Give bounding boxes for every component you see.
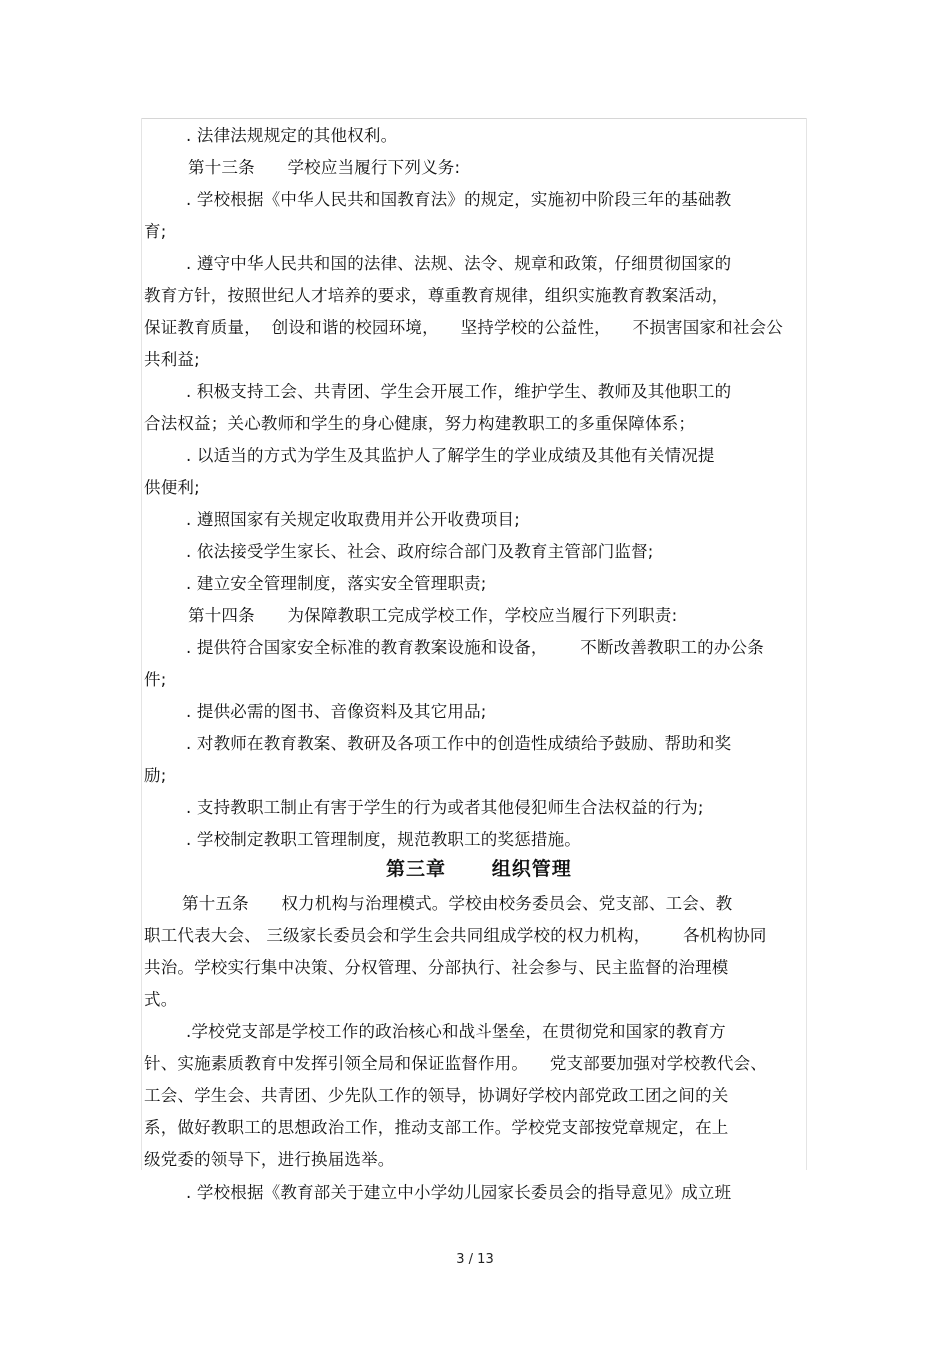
page-number: 3 / 13: [456, 1252, 494, 1267]
text-line: . 以适当的方式为学生及其监护人了解学生的学业成绩及其他有关情况提: [186, 446, 715, 465]
text-line: 级党委的领导下，进行换届选举。: [144, 1150, 395, 1169]
article-14-heading: 第十四条 为保障教职工完成学校工作，学校应当履行下列职责:: [188, 606, 678, 625]
text-line: . 提供符合国家安全标准的教育教案设施和设备， 不断改善教职工的办公条: [186, 638, 764, 657]
text-line: 件;: [144, 670, 167, 689]
text-line: 保证教育质量， 创设和谐的校园环境， 坚持学校的公益性， 不损害国家和社会公: [144, 318, 783, 337]
text-line: . 支持教职工制止有害于学生的行为或者其他侵犯师生合法权益的行为;: [186, 798, 704, 817]
text-line: 系，做好教职工的思想政治工作，推动支部工作。学校党支部按党章规定，在上: [144, 1118, 729, 1137]
chapter-heading: 第三章 组织管理: [386, 858, 572, 880]
text-line: 共治。学校实行集中决策、分权管理、分部执行、社会参与、民主监督的治理模: [144, 958, 729, 977]
text-line: 式。: [144, 990, 178, 1009]
text-line: . 学校根据《教育部关于建立中小学幼儿园家长委员会的指导意见》成立班: [186, 1183, 732, 1202]
text-line: 职工代表大会、 三级家长委员会和学生会共同组成学校的权力机构， 各机构协同: [144, 926, 767, 945]
text-line: 工会、学生会、共青团、少先队工作的领导，协调好学校内部党政工团之间的关: [144, 1086, 729, 1105]
article-13-heading: 第十三条 学校应当履行下列义务:: [188, 158, 461, 177]
text-line: 共利益;: [144, 350, 200, 369]
page-frame-left: [141, 118, 142, 1170]
text-line: 育;: [144, 222, 167, 241]
text-line: 励;: [144, 766, 167, 785]
text-line: . 法律法规规定的其他权利。: [186, 126, 398, 145]
text-line: . 遵照国家有关规定收取费用并公开收费项目;: [186, 510, 520, 529]
text-line: 供便利;: [144, 478, 200, 497]
text-line: . 遵守中华人民共和国的法律、法规、法令、规章和政策，仔细贯彻国家的: [186, 254, 732, 273]
text-line: 教育方针，按照世纪人才培养的要求，尊重教育规律，组织实施教育教案活动，: [144, 286, 729, 305]
text-line: . 对教师在教育教案、教研及各项工作中的创造性成绩给予鼓励、帮助和奖: [186, 734, 732, 753]
page-frame-top: [141, 118, 807, 119]
text-line: . 提供必需的图书、音像资料及其它用品;: [186, 702, 487, 721]
text-line: . 学校根据《中华人民共和国教育法》的规定，实施初中阶段三年的基础教: [186, 190, 732, 209]
text-line: . 建立安全管理制度，落实安全管理职责;: [186, 574, 487, 593]
text-line: .学校党支部是学校工作的政治核心和战斗堡垒，在贯彻党和国家的教育方: [186, 1022, 726, 1041]
text-line: . 依法接受学生家长、社会、政府综合部门及教育主管部门监督;: [186, 542, 654, 561]
text-line: . 积极支持工会、共青团、学生会开展工作，维护学生、教师及其他职工的: [186, 382, 732, 401]
page-frame-right: [806, 118, 807, 1170]
text-line: . 学校制定教职工管理制度，规范教职工的奖惩措施。: [186, 830, 581, 849]
article-15-heading: 第十五条 权力机构与治理模式。学校由校务委员会、党支部、工会、教: [182, 894, 733, 913]
text-line: 合法权益；关心教师和学生的身心健康，努力构建教职工的多重保障体系；: [144, 414, 696, 433]
text-line: 针、实施素质教育中发挥引领全局和保证监督作用。 党支部要加强对学校教代会、: [144, 1054, 767, 1073]
